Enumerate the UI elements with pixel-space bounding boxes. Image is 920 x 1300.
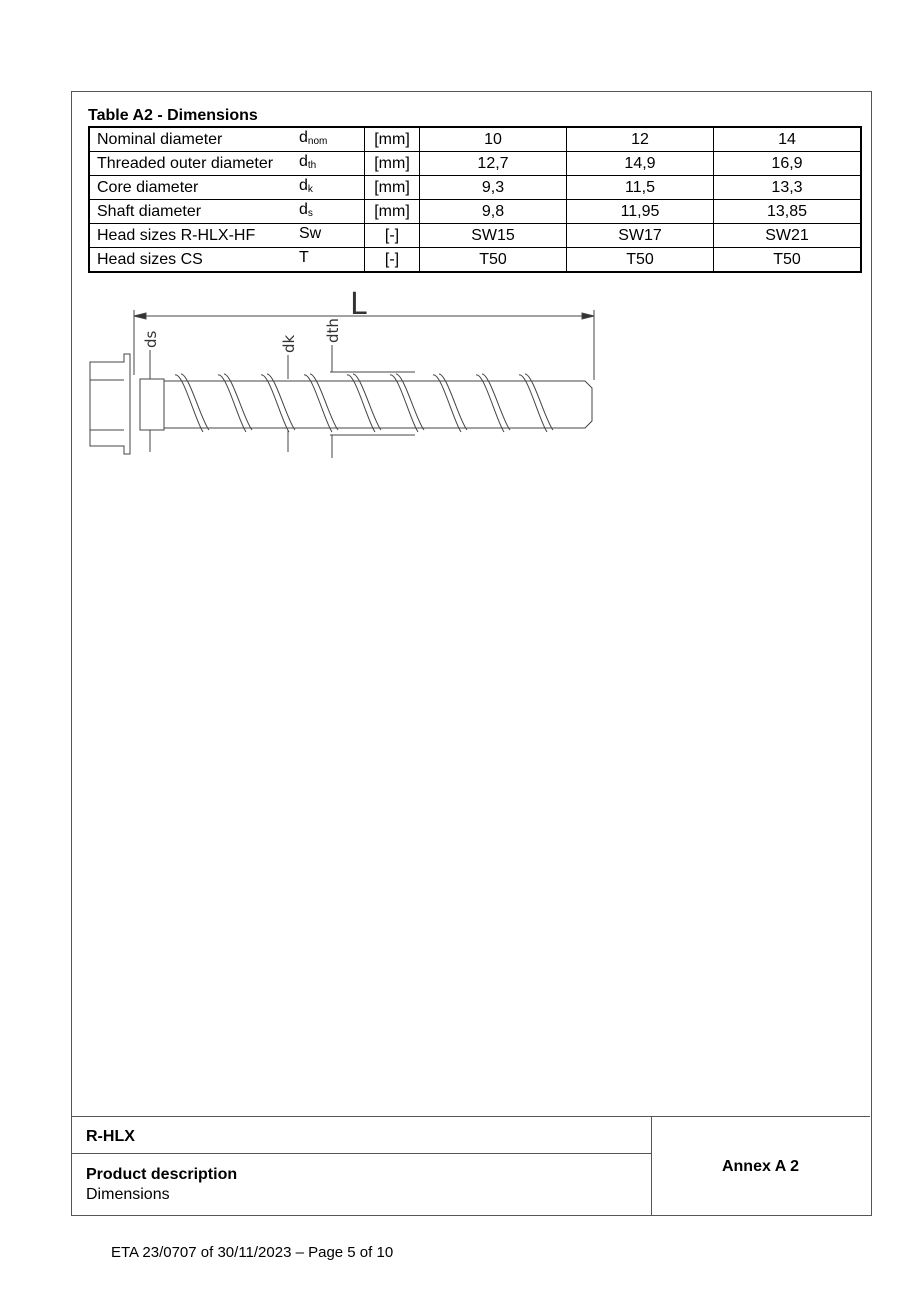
row-unit: [mm] — [365, 176, 420, 200]
row-symbol — [292, 224, 365, 248]
row-value: 11,95 — [567, 200, 714, 224]
dk-label: dk — [280, 334, 298, 353]
dimensions-table — [88, 126, 862, 273]
table-row — [89, 152, 861, 176]
annex-footer-box — [71, 1116, 870, 1215]
symbol: d — [299, 153, 308, 170]
product-name: R-HLX — [86, 1128, 135, 1145]
row-value: 10 — [420, 127, 567, 152]
row-value: SW15 — [420, 224, 567, 248]
table-title: Table A2 - Dimensions — [88, 107, 258, 124]
table-row — [89, 200, 861, 224]
dth-label: dth — [324, 318, 342, 343]
table-row — [89, 248, 861, 273]
arrow-icon — [582, 313, 594, 319]
row-unit: [-] — [365, 248, 420, 273]
table-row — [89, 224, 861, 248]
symbol: T — [299, 249, 309, 266]
annex-label: Annex A 2 — [721, 1158, 800, 1175]
row-value: 12 — [567, 127, 714, 152]
row-value: 9,3 — [420, 176, 567, 200]
symbol: d — [299, 129, 308, 146]
row-value: T50 — [420, 248, 567, 273]
row-label: Threaded outer diameter — [89, 152, 292, 176]
arrow-icon — [134, 313, 146, 319]
symbol: Sw — [299, 225, 322, 242]
row-value: 16,9 — [714, 152, 862, 176]
table-row — [89, 176, 861, 200]
row-value: 14 — [714, 127, 862, 152]
row-unit: [mm] — [365, 200, 420, 224]
description-subtitle: Dimensions — [86, 1186, 170, 1203]
row-symbol — [292, 200, 365, 224]
row-label: Nominal diameter — [89, 127, 292, 152]
row-value: 14,9 — [567, 152, 714, 176]
row-value: SW21 — [714, 224, 862, 248]
table-row — [89, 127, 861, 152]
ds-label: ds — [142, 330, 160, 348]
row-symbol — [292, 176, 365, 200]
symbol-subscript: k — [307, 184, 313, 195]
row-symbol — [292, 127, 365, 152]
symbol-subscript: s — [307, 208, 313, 219]
screw-head — [90, 354, 130, 454]
row-label: Core diameter — [89, 176, 292, 200]
row-label: Head sizes R-HLX-HF — [89, 224, 292, 248]
row-value: T50 — [714, 248, 862, 273]
symbol: d — [299, 201, 308, 218]
row-value: 12,7 — [420, 152, 567, 176]
row-value: SW17 — [567, 224, 714, 248]
divider — [71, 1153, 651, 1154]
row-value: 9,8 — [420, 200, 567, 224]
page-footer: ETA 23/0707 of 30/11/2023 – Page 5 of 10 — [111, 1244, 394, 1261]
symbol-subscript: nom — [307, 136, 328, 147]
row-label: Head sizes CS — [89, 248, 292, 273]
symbol: d — [299, 177, 308, 194]
row-value: 13,3 — [714, 176, 862, 200]
row-value: T50 — [567, 248, 714, 273]
screw-shaft — [140, 379, 164, 430]
row-symbol — [292, 248, 365, 273]
description-title: Product description — [86, 1166, 238, 1183]
screw-drawing — [80, 280, 610, 470]
row-value: 13,85 — [714, 200, 862, 224]
row-symbol — [292, 152, 365, 176]
row-unit: [-] — [365, 224, 420, 248]
row-value: 11,5 — [567, 176, 714, 200]
row-label: Shaft diameter — [89, 200, 292, 224]
symbol-subscript: th — [307, 160, 317, 171]
row-unit: [mm] — [365, 127, 420, 152]
length-label: L — [350, 287, 367, 322]
row-unit: [mm] — [365, 152, 420, 176]
